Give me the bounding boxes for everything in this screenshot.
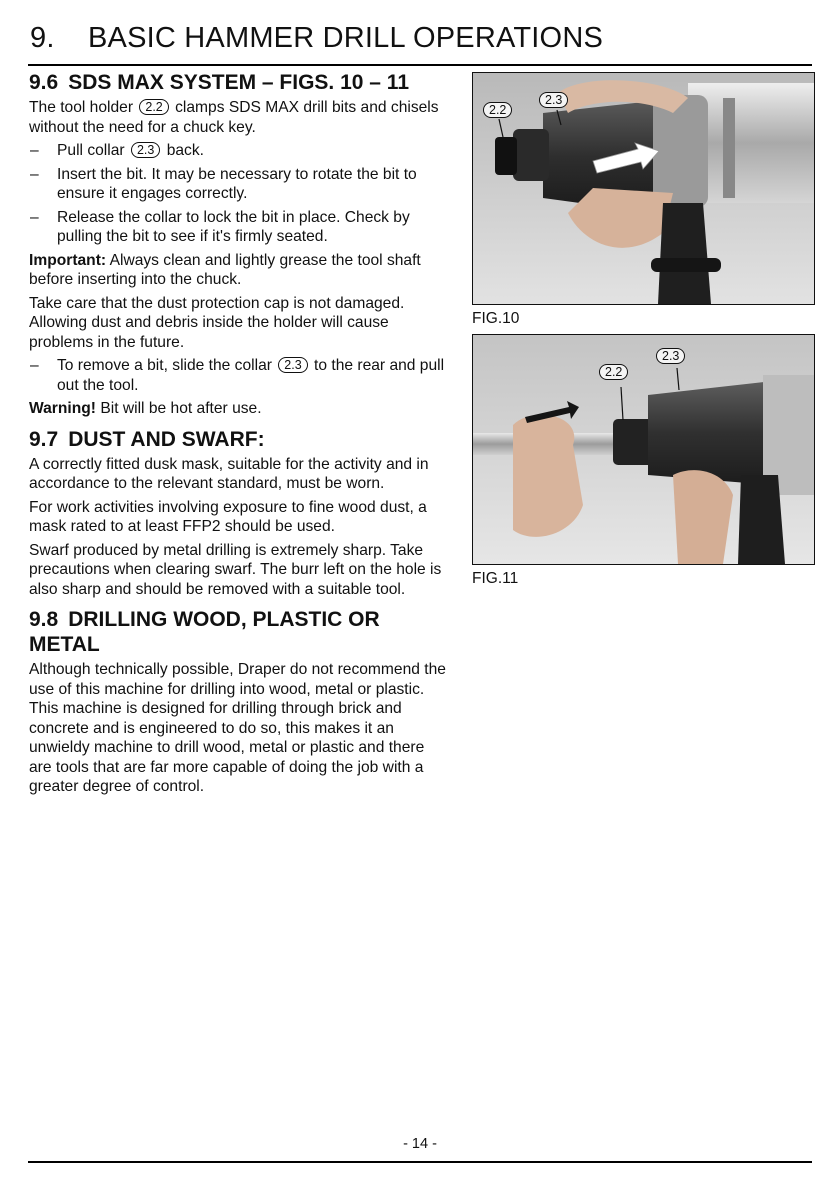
page-number: - 14 - [403,1136,437,1152]
important-note [29,251,447,290]
text-column [29,70,447,801]
chapter-title: BASIC HAMMER DRILL OPERATIONS [88,22,603,54]
callout-2-3: 2.3 [539,92,568,108]
section-9-8-heading [29,607,447,657]
drilling-paragraph: Although technically possible, Draper do not recommend the use of this machine for drilling into wood, metal or plastic. This machine is designed for drilling through brick and concrete and is engineered to do so, this makes it an unwieldy machine to drill wood, metal or plastic and there are tools that are far more capable of doing the job with a greater degree of control. [29,661,446,795]
top-rule [28,64,812,66]
figure-column [472,72,815,588]
part-tag-2-3: 2.3 [131,142,160,158]
warning-text: Bit will be hot after use. [100,400,262,417]
figure-10-caption: FIG.10 [472,310,520,327]
section-9-7-title: DUST AND SWARF: [68,427,265,451]
step1-text-b: back. [166,142,204,159]
intro-paragraph [29,98,447,137]
step-insert-bit: – Insert the bit. It may be necessary to rotate the bit to ensure it engages correctly. [29,165,447,204]
intro-text-b: clamps SDS MAX drill bits and chisels without the need for a chuck key. [29,99,439,136]
step1-text-a: Pull collar [57,142,125,159]
section-9-8-number: 9.8 [29,608,59,631]
section-9-6 [29,70,447,419]
dust-mask-paragraph: A correctly fitted dusk mask, suitable for the activity and in accordance to the relevant standard, must be worn. [29,455,429,492]
part-tag-2-2: 2.2 [139,99,168,115]
important-label: Important: [29,251,107,269]
warning-note [29,399,447,419]
section-9-8-title: DRILLING WOOD, PLASTIC OR METAL [29,608,380,656]
step-remove-bit [29,356,447,395]
remove-text-b: to the rear and pull out the tool. [57,357,445,394]
step-release-collar: – Release the collar to lock the bit in place. Check by pulling the bit to see if it's firmly seated. [29,208,447,247]
dust-cap-paragraph: Take care that the dust protection cap is not damaged. Allowing dust and debris inside the holder will cause problems in the future. [29,294,405,351]
ffp2-paragraph: For work activities involving exposure to fine wood dust, a mask rated to at least FFP2 should be used. [29,498,427,535]
part-tag-2-3: 2.3 [278,357,307,373]
callout-2-2: 2.2 [483,102,512,118]
section-9-6-heading [29,70,447,95]
swarf-paragraph: Swarf produced by metal drilling is extremely sharp. Take precautions when clearing swarf. The burr left on the hole is also sharp and should be removed with a suitable tool. [29,541,442,598]
figure-11-caption: FIG.11 [472,570,519,587]
figure-11-photo [472,334,815,565]
step-pull-collar [29,141,447,161]
drill-collar-illustration [473,73,814,304]
section-9-7-heading [29,427,447,452]
warning-label: Warning! [29,400,96,417]
bottom-rule [28,1161,812,1163]
drill-insert-bit-illustration [473,335,814,564]
section-9-7-number: 9.7 [29,427,59,451]
figure-10-photo [472,72,815,305]
remove-text-a: To remove a bit, slide the collar [57,357,272,374]
section-9-8 [29,607,447,797]
page-title [30,22,603,55]
intro-text-a: The tool holder [29,99,134,116]
callout-2-2: 2.2 [599,364,628,380]
callout-2-3: 2.3 [656,348,685,364]
section-9-7 [29,427,447,600]
important-text: Always clean and lightly grease the tool shaft before inserting into the chuck. [29,251,421,288]
chapter-number: 9. [30,22,55,54]
section-9-6-number: 9.6 [29,71,59,94]
section-9-6-title: SDS MAX SYSTEM – FIGS. 10 – 11 [68,71,409,94]
